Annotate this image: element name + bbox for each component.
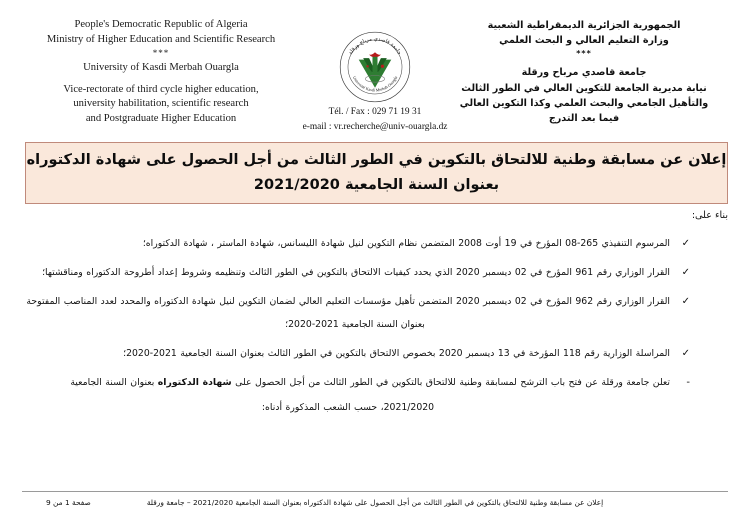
footer-title-text: إعلان عن مسابقة وطنية للالتحاق بالتكوين في الطور الثالث من أجل الحصول على شهادة الدكتوراه بعنوان السنة الجامعية 2021/2020 – جامعة ورقلة [146, 498, 604, 507]
document-footer [22, 491, 728, 508]
header-right-block-arabic [434, 18, 734, 126]
clause-item [0, 294, 750, 310]
header-right-university: جامعة قاصدي مرباح ورقلة [521, 67, 647, 79]
svg-text:Université Kasdi Merbah Ouargl: Université Kasdi Merbah Ouargla [351, 75, 399, 93]
declaration-item [0, 375, 750, 416]
announcement-title-line-1: إعلان عن مسابقة وطنية للالتحاق بالتكوين في الطور الثالث من أجل الحصول على شهادة الدكتوراه [26, 152, 727, 168]
footer-page-number: صفحة 1 من 9 [46, 498, 91, 507]
header-right-sub-1: نيابة مديرية الجامعة للتكوين العالي في الطور الثالث [461, 82, 707, 94]
clause-item [0, 265, 750, 281]
header-left-university: University of Kasdi Merbah Ouargla [83, 62, 239, 74]
header-right-sub-2: والتأهيل الجامعي والبحث العلمي وكذا التكوين العالي [459, 97, 709, 109]
header-right-line-1: الجمهورية الجزائرية الديمقراطية الشعبية [487, 20, 681, 31]
checkmark-icon: ✓ [681, 238, 690, 249]
clause-text: القرار الوزاري رقم 961 المؤرخ في 02 ديسمبر 2020 الذي يحدد كيفيات الالتحاق بالتكوين في الطور الثالث وتنظيمه وشروط إعداد أطروحة الدكتوراه ومناقشتها؛ [42, 267, 670, 278]
header-left-line-1: People's Democratic Republic of Algeria [74, 19, 248, 30]
header-left-sub-3: and Postgraduate Higher Education [85, 112, 237, 124]
header-left-block-french [22, 18, 300, 127]
clause-text: المراسلة الوزارية رقم 118 المؤرخة في 13 ديسمبر 2020 بخصوص الالتحاق بالتكوين في الطور الثالث بعنوان السنة الجامعية 2021-2020؛ [123, 348, 670, 359]
checkmark-icon: ✓ [681, 267, 690, 278]
svg-text:جامعة قاصدي مرباح ورقلة: جامعة قاصدي مرباح ورقلة [347, 36, 403, 56]
header-left-line-2: Ministry of Higher Education and Scientific Research [46, 33, 276, 45]
dash-bullet-icon: - [686, 377, 690, 388]
clause-item [0, 346, 750, 362]
announcement-title-box [25, 142, 728, 204]
announcement-title-line-2: بعنوان السنة الجامعية 2021/2020 [253, 177, 500, 193]
preamble-text: بناء على: [691, 210, 728, 221]
declaration-part-1: تعلن جامعة ورقلة عن فتح باب الترشح لمسابقة وطنية للالتحاق بالتكوين في الطور الثالث من أجل الحصول على [231, 377, 670, 388]
university-seal-logo [338, 30, 412, 104]
contact-tel-fax: Tél. / Fax : 029 71 19 31 [328, 107, 422, 117]
checkmark-icon: ✓ [681, 348, 690, 359]
checkmark-icon: ✓ [681, 296, 690, 307]
header-left-sub-2: university habilitation, scientific research [73, 98, 249, 110]
header-right-separator: *** [576, 49, 592, 59]
header-right-line-2: وزارة التعليم العالي و البحث العلمي [499, 35, 669, 47]
clause-item [0, 236, 750, 252]
document-header [0, 0, 750, 138]
clause-text: القرار الوزاري رقم 962 المؤرخ في 02 ديسمبر 2020 المتضمن تأهيل مؤسسات التعليم العالي لضمان التكوين لنيل شهادة الدكتوراه والمحدد لعدد المناصب المفتوحة [26, 296, 670, 307]
document-body [0, 210, 750, 429]
clause-continuation-text: بعنوان السنة الجامعية 2021-2020؛ [285, 319, 425, 330]
declaration-line-2: 2021/2020، حسب الشعب المذكورة أدناه: [261, 402, 435, 413]
header-left-gap [22, 76, 300, 83]
declaration-emphasis: شهادة الدكتوراه [157, 377, 232, 388]
header-left-sub-1: Vice-rectorate of third cycle higher education, [63, 83, 259, 95]
header-right-sub-3: فيما بعد التدرج [548, 113, 620, 125]
clause-text: المرسوم التنفيذي 265-08 المؤرخ في 19 أوت 2008 المتضمن نظام التكوين لنيل شهادة الليسانس، شهادة الماستر ، شهادة الدكتوراه؛ [142, 238, 670, 249]
declaration-part-2: بعنوان السنة الجامعية [70, 377, 158, 388]
declaration-text [26, 375, 670, 416]
contact-email[interactable]: e-mail : vr.recherche@univ-ouargla.dz [302, 122, 448, 132]
header-left-separator: *** [152, 48, 170, 59]
